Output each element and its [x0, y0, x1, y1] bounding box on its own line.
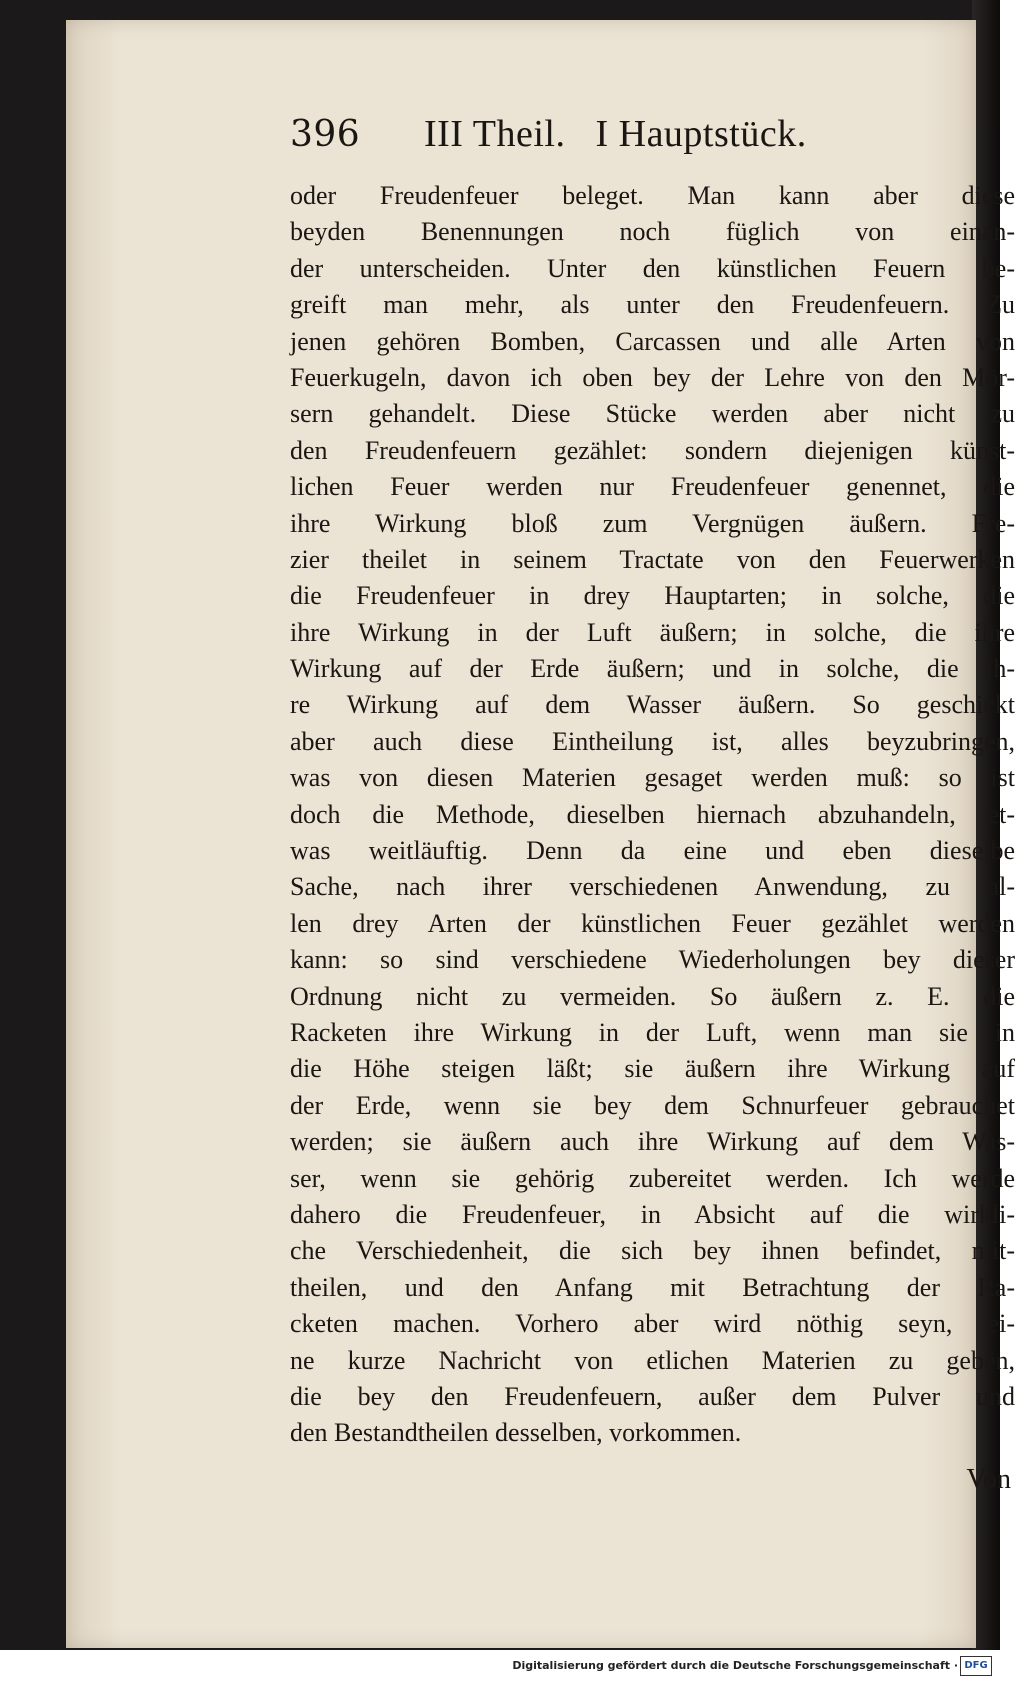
text-line: die bey den Freudenfeuern, außer dem Pulver und: [290, 1381, 1015, 1411]
text-line: che Verschiedenheit, die sich bey ihnen befindet, mit-: [290, 1236, 1015, 1266]
text-line: len drey Arten der künstlichen Feuer gezählet werden: [290, 908, 1015, 938]
text-line: Ordnung nicht zu vermeiden. So äußern z. E. die: [290, 981, 1015, 1011]
text-line: Wirkung auf der Erde äußern; und in solche, die ih-: [290, 654, 1015, 684]
footer-credit: Digitalisierung gefördert durch die Deutsche Forschungsgemeinschaft ·: [512, 1659, 958, 1672]
catchword: Von: [966, 1463, 1011, 1495]
text-line: der unterscheiden. Unter den künstlichen Feuern be-: [290, 253, 1015, 283]
text-line: die Höhe steigen läßt; sie äußern ihre Wirkung auf: [290, 1054, 1015, 1084]
text-line: dahero die Freudenfeuer, in Absicht auf die wirkli-: [290, 1199, 1015, 1229]
text-line: beyden Benennungen noch füglich von einan-: [290, 217, 1015, 247]
dfg-logo: DFG: [960, 1656, 992, 1676]
footer-bar: [0, 1650, 1000, 1684]
text-line: ihre Wirkung bloß zum Vergnügen äußern. Fre-: [290, 508, 1015, 538]
text-line: den Bestandtheilen desselben, vorkommen.: [290, 1418, 742, 1448]
body-text: [290, 178, 1015, 1452]
text-line: doch die Methode, dieselben hiernach abzuhandeln, et-: [290, 799, 1015, 829]
text-line: ihre Wirkung in der Luft äußern; in solche, die ihre: [290, 617, 1015, 647]
text-line: theilen, und den Anfang mit Betrachtung der Ra-: [290, 1272, 1015, 1302]
text-line: werden; sie äußern auch ihre Wirkung auf dem Was-: [290, 1127, 1015, 1157]
text-line: Feuerkugeln, davon ich oben bey der Lehre von den Mör-: [290, 362, 1015, 392]
text-line: den Freudenfeuern gezählet: sondern diejenigen künst-: [290, 435, 1015, 465]
text-line: oder Freudenfeuer beleget. Man kann aber diese: [290, 181, 1015, 210]
text-line: ser, wenn sie gehörig zubereitet werden. Ich werde: [290, 1163, 1015, 1193]
page-number: 396: [290, 114, 361, 155]
text-line: sern gehandelt. Diese Stücke werden aber nicht zu: [290, 399, 1015, 429]
book-page: [66, 20, 1015, 1648]
text-line: Sache, nach ihrer verschiedenen Anwendung, zu al-: [290, 872, 1015, 902]
text-line: zier theilet in seinem Tractate von den Feuerwerken: [290, 544, 1015, 574]
text-line: ne kurze Nachricht von etlichen Materien zu geben,: [290, 1345, 1015, 1375]
text-line: cketen machen. Vorhero aber wird nöthig seyn, ei-: [290, 1309, 1015, 1339]
text-line: re Wirkung auf dem Wasser äußern. So geschickt: [290, 690, 1015, 720]
text-line: die Freudenfeuer in drey Hauptarten; in solche, die: [290, 581, 1015, 611]
text-line: jenen gehören Bomben, Carcassen und alle Arten von: [290, 326, 1015, 356]
text-line: was weitläuftig. Denn da eine und eben dieselbe: [290, 836, 1015, 866]
text-line: aber auch diese Eintheilung ist, alles beyzubringen,: [290, 726, 1015, 756]
text-line: greift man mehr, als unter den Freudenfeuern. Zu: [290, 290, 1015, 320]
text-line: Racketen ihre Wirkung in der Luft, wenn man sie in: [290, 1017, 1015, 1047]
page-text-block: [290, 112, 1015, 1508]
running-title: III Theil. I Hauptstück.: [424, 113, 807, 155]
text-line: lichen Feuer werden nur Freudenfeuer genennet, die: [290, 472, 1015, 502]
text-line: der Erde, wenn sie bey dem Schnurfeuer gebrauchet: [290, 1090, 1015, 1120]
text-line: kann: so sind verschiedene Wiederholungen bey dieser: [290, 945, 1015, 975]
text-line: was von diesen Materien gesaget werden muß: so ist: [290, 763, 1015, 793]
page-header: [290, 112, 1015, 172]
